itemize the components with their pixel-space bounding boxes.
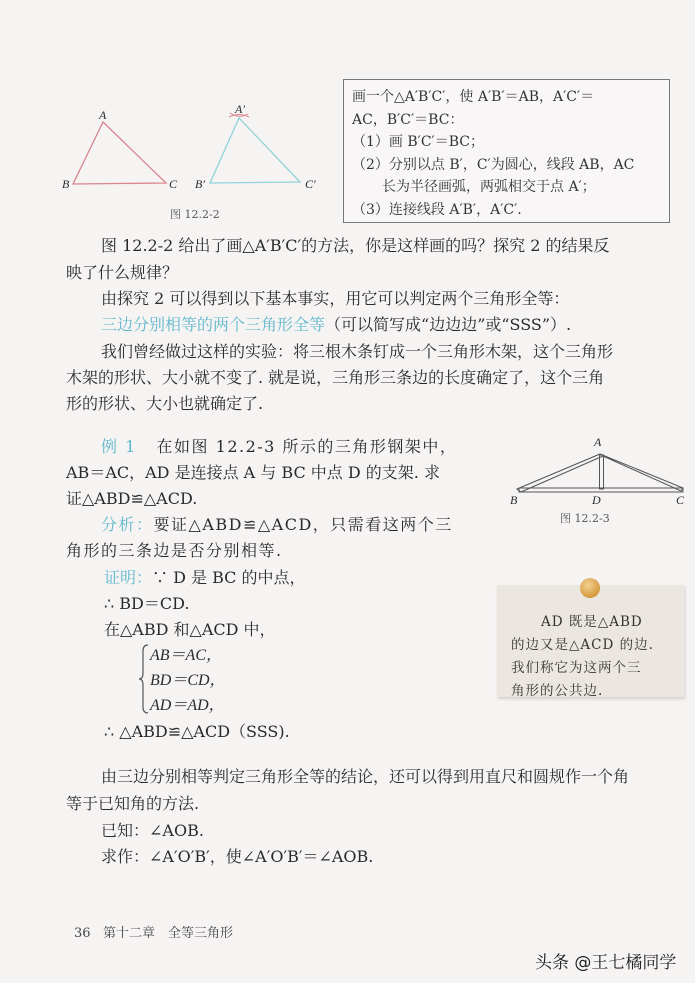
paragraph-4-line-1: 由三边分别相等判定三角形全等的结论，还可以得到用直尺和圆规作一个角 — [101, 767, 630, 786]
paragraph-3-line-3: 形的形状、大小也就确定了. — [66, 394, 264, 413]
figure-caption-12-2-3: 图 12.2-3 — [560, 512, 610, 525]
paragraph-2: 由探究 2 可以得到以下基本事实，用它可以判定两个三角形全等： — [101, 289, 570, 308]
paragraph-1-line-2: 映了什么规律？ — [66, 263, 179, 282]
label-c: C — [169, 177, 178, 191]
watermark: 头条 @王七橘同学 — [535, 953, 677, 973]
proof-therefore-1: ∴ BD＝CD. — [104, 594, 190, 613]
label-a: A — [594, 435, 602, 449]
label-d: D — [592, 493, 601, 507]
note-line: 角形的公共边. — [511, 683, 604, 699]
box-line: 长为半径画弧，两弧相交于点 A′； — [382, 179, 596, 195]
figure-caption-12-2-2: 图 12.2-2 — [170, 208, 220, 221]
construction-steps-box — [343, 79, 670, 223]
label-b: B — [62, 177, 70, 191]
equation-bd-cd: BD＝CD， — [150, 672, 226, 689]
example-1-line-3: 证△ABD≌△ACD. — [66, 489, 198, 508]
box-line: （1）画 B′C′＝BC； — [352, 134, 484, 150]
label-b-prime: B′ — [195, 177, 205, 191]
label-a-prime: A′ — [235, 102, 245, 116]
triangle-a-prime-b-prime-c-prime — [210, 118, 300, 183]
left-brace — [138, 643, 150, 715]
box-line: （2）分别以点 B′，C′为圆心，线段 AB，AC — [352, 156, 635, 173]
example-1-line-2: AB＝AC，AD 是连接点 A 与 BC 中点 D 的支架. 求 — [66, 463, 440, 482]
analysis-line-1 — [101, 514, 453, 536]
triangle-abc — [73, 122, 166, 184]
page-number: 36 — [74, 926, 91, 941]
paragraph-3-line-1: 我们曾经做过这样的实验：将三根木条钉成一个三角形木架，这个三角形 — [101, 342, 614, 361]
pushpin-icon — [580, 578, 600, 598]
note-line: AD 既是△ABD — [541, 614, 643, 630]
paragraph-1-line-1: 图 12.2-2 给出了画△A′B′C′的方法，你是这样画的吗？探究 2 的结果反 — [101, 236, 610, 255]
theorem-highlight: 三边分别相等的两个三角形全等 — [101, 315, 326, 334]
label-b: B — [510, 493, 518, 507]
equation-ab-ac: AB＝AC， — [150, 647, 222, 664]
proof-line-1 — [104, 567, 306, 589]
chapter-title: 第十二章 全等三角形 — [102, 926, 233, 941]
equation-ad-ad: AD＝AD， — [150, 697, 225, 714]
box-line: （3）连接线段 A′B′，A′C′. — [352, 201, 522, 218]
note-line: 我们称它为这两个三 — [511, 660, 642, 676]
note-line: 的边又是△ACD 的边. — [511, 637, 654, 653]
label-a: A — [99, 108, 107, 122]
sss-theorem — [101, 314, 571, 336]
box-line: AC，B′C′＝BC： — [352, 111, 464, 128]
proof-in-triangles: 在△ABD 和△ACD 中， — [104, 620, 276, 639]
label-c-prime: C′ — [305, 177, 316, 191]
analysis-text: 要证△ABD≌△ACD，只需看这两个三 — [153, 515, 453, 534]
proof-label: 证明： — [104, 568, 153, 587]
box-line: 画一个△A′B′C′，使 A′B′＝AB，A′C′＝ — [352, 89, 595, 105]
paragraph-4-line-2: 等于已知角的方法. — [66, 794, 200, 813]
given-statement: 已知：∠AOB. — [101, 821, 204, 840]
example-1-line-1 — [101, 436, 457, 458]
example-text: 在如图 12.2-3 所示的三角形钢架中， — [156, 437, 458, 456]
paragraph-3-line-2: 木架的形状、大小就不变了. 就是说，三角形三条边的长度确定了，这个三角 — [66, 368, 605, 387]
theorem-rest: （可以简写成“边边边”或“SSS”）. — [325, 315, 572, 334]
example-label: 例 1 — [101, 437, 137, 456]
analysis-line-2: 角形的三条边是否分别相等. — [66, 541, 283, 560]
side-note-card — [497, 585, 684, 697]
analysis-label: 分析： — [101, 515, 154, 534]
page-footer — [74, 922, 233, 941]
construct-statement: 求作：∠A′O′B′，使∠A′O′B′＝∠AOB. — [101, 847, 374, 866]
proof-because: ∵ D 是 BC 的中点， — [152, 568, 306, 587]
proof-conclusion: ∴ △ABD≌△ACD（SSS). — [104, 722, 290, 741]
label-c: C — [676, 493, 685, 507]
